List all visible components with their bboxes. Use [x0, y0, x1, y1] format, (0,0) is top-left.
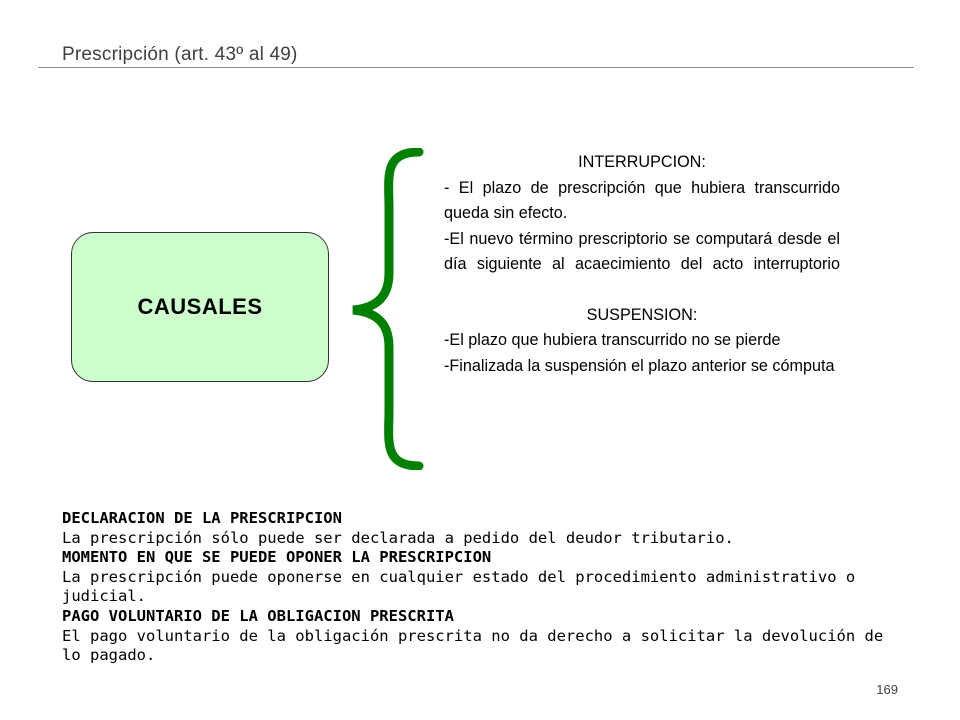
- interrupcion-item-1: - El plazo de prescripción que hubiera transcurrido queda sin efecto.: [444, 178, 840, 222]
- causales-label: CAUSALES: [137, 294, 263, 319]
- section-text-declaracion: La prescripción sólo puede ser declarada a pedido del deudor tributario.: [62, 528, 734, 547]
- section-heading-momento: MOMENTO EN QUE SE PUEDE OPONER LA PRESCRIPCION: [62, 548, 492, 567]
- interrupcion-item-2: -El nuevo término prescriptorio se computará desde el día siguiente al acaecimiento del acto interruptorio: [444, 229, 840, 273]
- section-heading-pago: PAGO VOLUNTARIO DE LA OBLIGACION PRESCRITA: [62, 606, 454, 625]
- causales-detail: [444, 150, 840, 379]
- section-heading-declaracion: DECLARACION DE LA PRESCRIPCION: [62, 509, 342, 527]
- suspension-item-2: -Finalizada la suspensión el plazo anterior se cómputa: [444, 356, 835, 375]
- title-divider: [38, 67, 914, 68]
- suspension-heading: SUSPENSION:: [586, 305, 698, 324]
- section-text-momento: La prescripción puede oponerse en cualquier estado del procedimiento administrativo o judicial.: [62, 567, 856, 606]
- suspension-item-1: -El plazo que hubiera transcurrido no se pierde: [444, 331, 781, 349]
- section-text-pago: El pago voluntario de la obligación prescrita no da derecho a solicitar la devolución de lo pagado.: [62, 626, 884, 665]
- page-number: 169: [876, 682, 898, 697]
- causales-box: [71, 232, 329, 382]
- slide-title: Prescripción (art. 43º al 49): [62, 44, 298, 65]
- prescripcion-notes: [62, 509, 902, 666]
- interrupcion-heading: INTERRUPCION:: [578, 153, 706, 171]
- curly-brace-icon: [345, 148, 425, 470]
